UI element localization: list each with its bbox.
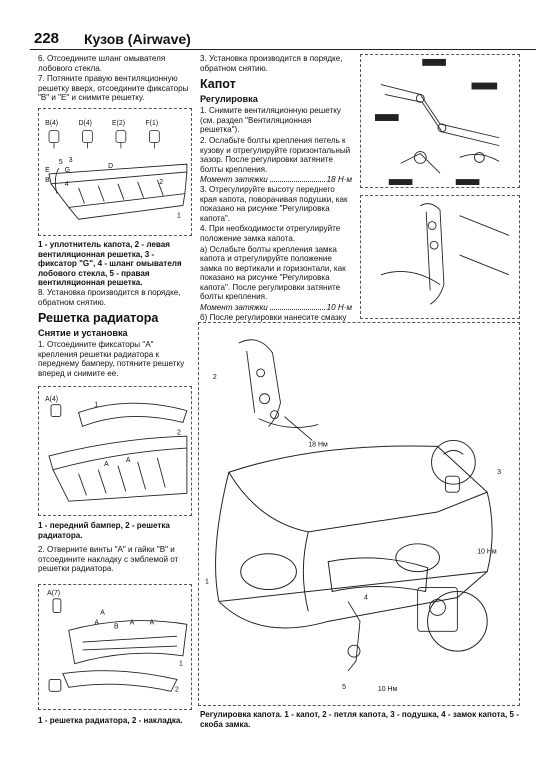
- section-hood: Капот: [200, 77, 236, 92]
- page-header: [30, 28, 536, 50]
- figure-front-bumper: [38, 386, 192, 516]
- label-3: 3: [68, 157, 73, 165]
- label-d: D: [108, 163, 114, 171]
- torque-line-1: [200, 175, 352, 185]
- label-a2: A: [94, 619, 99, 627]
- label-a1: A: [100, 609, 105, 617]
- subsection-adjustment: Регулировка: [200, 94, 258, 105]
- label-1: 1: [204, 578, 209, 586]
- label-b: B: [114, 623, 119, 631]
- label-3: 3: [497, 469, 501, 477]
- section-radiator-grille: Решетка радиатора: [38, 311, 159, 326]
- ventilation-grille-drawing: [39, 109, 191, 235]
- figure-bumper-caption: 1 - передний бампер, 2 - решетка радиатора.: [38, 521, 170, 540]
- label-5: 5: [342, 683, 346, 691]
- hood-step-4b: б) После регулировки нанесите смазку: [200, 312, 347, 322]
- label-2: 2: [212, 373, 217, 381]
- label-1: 1: [177, 212, 181, 220]
- hood-step-4a: а) Ослабьте болты крепления замка капота и отрегулируйте положение замка по вертикали и горизонтали, как показано на рисунке "Регулировка капота". После регулировки затяните болты крепления.: [200, 244, 346, 302]
- radiator-step-1: 1. Отсоедините фиксаторы "A" крепления решетки радиатора к переднему бамперу, потяните решетку вперед и снимите ее.: [38, 340, 185, 378]
- subsection-remove-install: Снятие и установка: [38, 328, 128, 339]
- figure-ventilation-caption: 1 - уплотнитель капота, 2 - левая вентиляционная решетка, 3 - фиксатор "G", 4 - шланг омывателя лобового стекла, 5 - правая вентиляционная решетка.: [38, 240, 182, 288]
- torque-label-2: Момент затяжки: [200, 303, 268, 313]
- left-column-lower: [38, 545, 192, 575]
- label-a-left: A: [104, 460, 109, 468]
- label-a4: A(4): [45, 395, 59, 403]
- label-2: 2: [159, 178, 164, 186]
- step-6: 6. Отсоедините шланг омывателя лобового стекла.: [38, 54, 166, 73]
- hood-step-4: 4. При необходимости отрегулируйте положение замка капота.: [200, 224, 341, 243]
- figure-radiator-caption: 1 - решетка радиатора, 2 - накладка.: [38, 716, 183, 725]
- page-title: Кузов (Airwave): [84, 31, 191, 47]
- label-18nm: 18 Нм: [308, 441, 328, 449]
- figure-hood-caption: Регулировка капота. 1 - капот, 2 - петля капота, 3 - подушка, 4 - замок капота, 5 - скоба замка.: [200, 710, 519, 729]
- hood-step-3: 3. Отрегулируйте высоту переднего края капота, поворачивая подушки, как показано на рисунке "Регулировка капота".: [200, 184, 348, 223]
- hood-step-2: 2. Ослабьте болты крепления петель к кузову и отрегулируйте горизонтальный зазор. После регулировки затяните болты крепления.: [200, 135, 351, 174]
- hood-adjustment-drawing: [199, 323, 519, 705]
- step-8: 8. Установка производится в порядке, обратном снятию.: [38, 288, 181, 307]
- label-10nm-top: 10 Нм: [477, 548, 497, 556]
- torque-value-2: 10 Н·м: [326, 303, 352, 313]
- label-2: 2: [177, 429, 181, 437]
- label-a-right: A: [125, 456, 131, 464]
- label-d4: D(4): [78, 119, 92, 127]
- radiator-grille-drawing: [39, 585, 191, 709]
- torque-line-2: [200, 303, 352, 313]
- label-b4: B(4): [45, 119, 59, 127]
- label-a4: A: [149, 619, 155, 627]
- hood-step-1: 1. Снимите вентиляционную решетку (см. раздел "Вентиляционная решетка").: [200, 106, 341, 135]
- grille-step-3: 3. Установка производится в порядке, обратном снятию.: [200, 54, 343, 73]
- figure-hood-adjustment: [198, 322, 520, 706]
- label-g: G: [64, 167, 71, 174]
- label-4: 4: [64, 180, 69, 188]
- label-e: E: [45, 167, 50, 174]
- label-4: 4: [363, 594, 368, 602]
- page-number: 228: [34, 30, 60, 47]
- figure-hood-hinge-detail: [360, 195, 520, 319]
- label-5: 5: [58, 159, 63, 167]
- step-7: 7. Потяните правую вентиляционную решетку вверх, отсоедините фиксаторы "B" и "E" и снимите решетку.: [38, 74, 189, 103]
- lubrication-drawing: [361, 55, 519, 187]
- label-2: 2: [175, 686, 179, 694]
- radiator-step-2: 2. Отверните винты "A" и гайки "B" и отсоедините накладку с эмблемой от решетки радиатора.: [38, 545, 179, 574]
- label-1: 1: [94, 401, 99, 409]
- label-a7: A(7): [47, 589, 61, 597]
- figure-lubrication-points: [360, 54, 520, 188]
- hinge-drawing: [361, 196, 519, 318]
- left-column-top: [38, 54, 192, 104]
- label-f1: F(1): [145, 119, 159, 127]
- torque-value-1: 18 Н·м: [326, 175, 352, 185]
- figure-ventilation-grille: [38, 108, 192, 236]
- label-e2: E(2): [112, 119, 126, 127]
- label-10nm-bottom: 10 Нм: [377, 685, 398, 693]
- label-a3: A: [129, 619, 135, 627]
- torque-label-1: Момент затяжки: [200, 175, 268, 185]
- front-bumper-drawing: [39, 387, 191, 515]
- figure-radiator-grille: [38, 584, 192, 710]
- label-b: B: [45, 176, 50, 184]
- left-column-mid: [38, 288, 192, 380]
- label-1: 1: [178, 660, 183, 668]
